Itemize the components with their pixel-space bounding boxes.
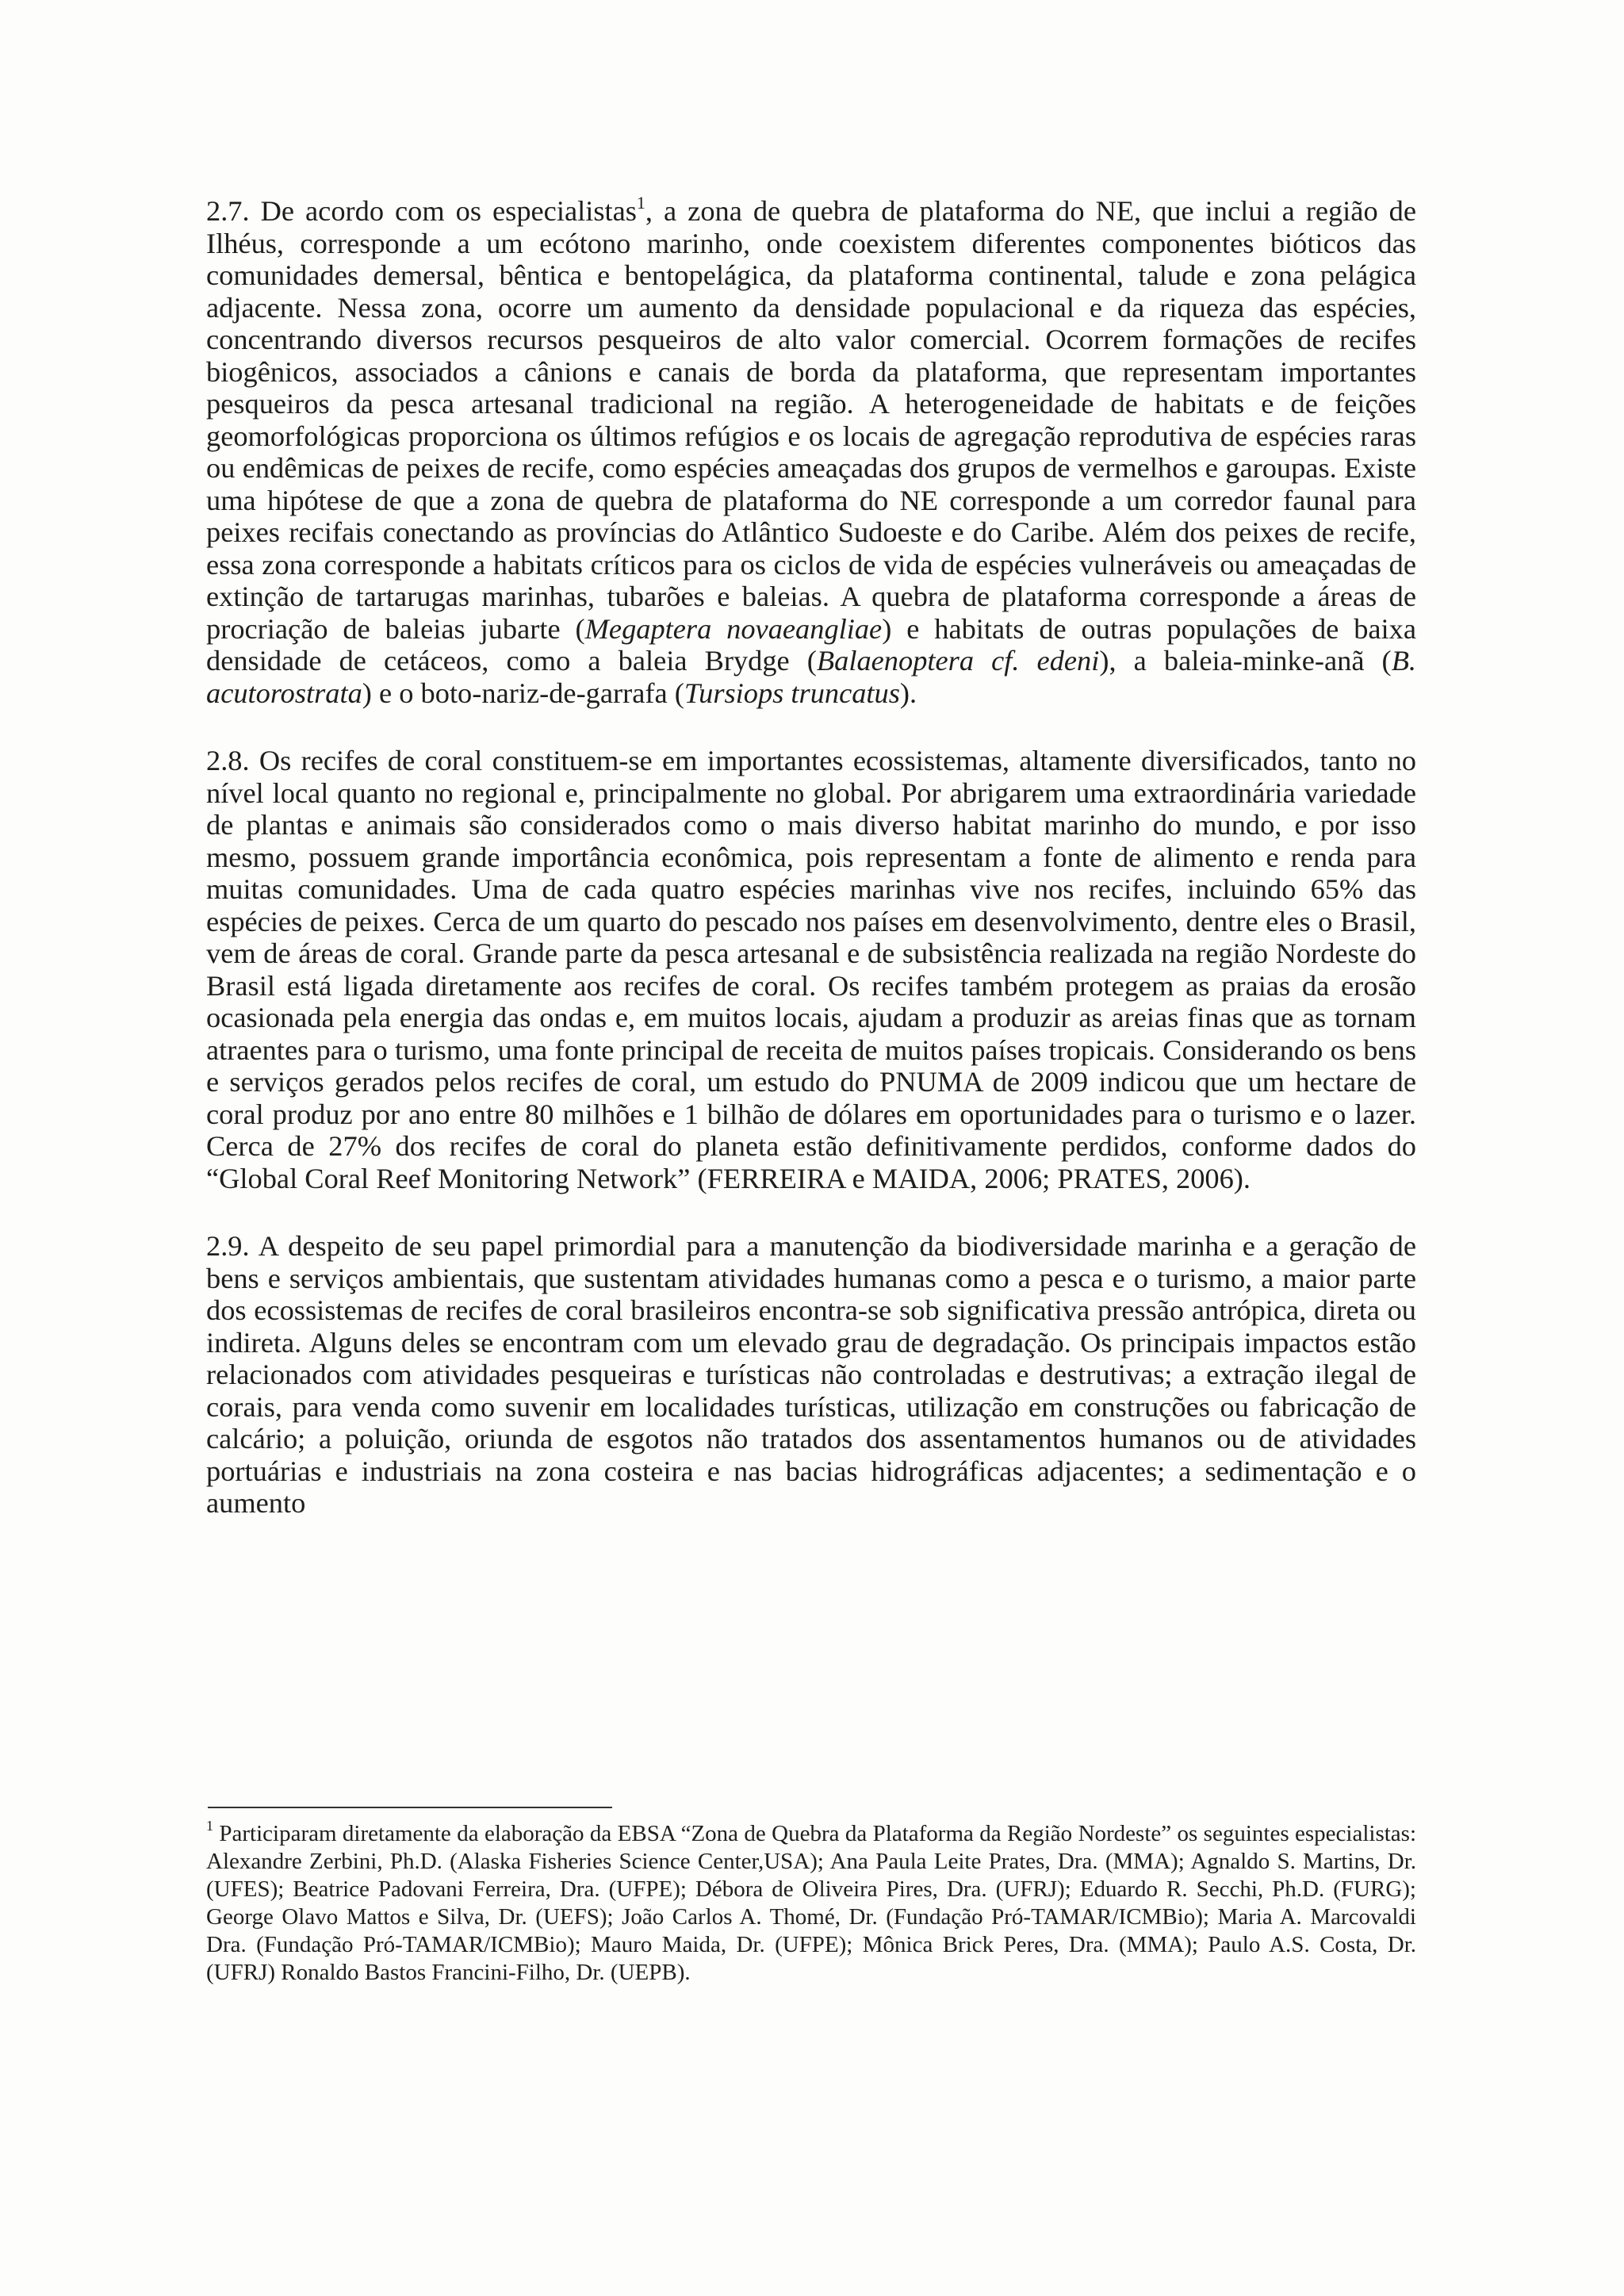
- footnote: [206, 1820, 1416, 1987]
- paragraph-2-7-text-d: ) e o boto-nariz-de-garrafa (: [362, 677, 684, 709]
- footnote-marker: 1: [206, 1818, 213, 1834]
- species-name-megaptera: Megaptera novaeangliae: [584, 612, 883, 645]
- footnote-text: Participaram diretamente da elaboração da EBSA “Zona de Quebra da Plataforma da Região Nordeste” os seguintes especialistas: Alexandre Zerbini, Ph.D. (Alaska Fisheries Science Center,USA); Ana Paula Leite Prates, Dra. (MMA); Agnaldo S. Martins, Dr. (UFES); Beatrice Padovani Ferreira, Dra. (UFPE); Débora de Oliveira Pires, Dra. (UFRJ); Eduardo R. Secchi, Ph.D. (FURG); George Olavo Mattos e Silva, Dr. (UEFS); João Carlos A. Thomé, Dr. (Fundação Pró-TAMAR/ICMBio); Maria A. Marcovaldi Dra. (Fundação Pró-TAMAR/ICMBio); Mauro Maida, Dr. (UFPE); Mônica Brick Peres, Dra. (MMA); Paulo A.S. Costa, Dr. (UFRJ) Ronaldo Bastos Francini-Filho, Dr. (UEPB).: [206, 1821, 1416, 1985]
- paragraph-2-7-text-e: ).: [899, 677, 917, 709]
- species-name-balaenoptera: Balaenoptera cf. edeni: [816, 645, 1100, 677]
- footnote-divider: [208, 1807, 612, 1808]
- paragraph-2-7-lead: 2.7. De acordo com os especialistas: [206, 195, 637, 227]
- paragraph-2-7-text-a: , a zona de quebra de plataforma do NE, que inclui a região de Ilhéus, corresponde a um ecótono marinho, onde coexistem diferentes componentes bióticos das comunidades demersal, bêntica e bentopelágica, da plataforma continental, talude e zona pelágica adjacente. Nessa zona, ocorre um aumento da densidade populacional e da riqueza das espécies, concentrando diversos recursos pesqueiros de alto valor comercial. Ocorrem formações de recifes biogênicos, associados a cânions e canais de borda da plataforma, que representam importantes pesqueiros da pesca artesanal tradicional na região. A heterogeneidade de habitats e de feições geomorfológicas proporciona os últimos refúgios e os locais de agregação reprodutiva de espécies raras ou endêmicas de peixes de recife, como espécies ameaçadas dos grupos de vermelhos e garoupas. Existe uma hipótese de que a zona de quebra de plataforma do NE corresponde a um corredor faunal para peixes recifais conectando as províncias do Atlântico Sudoeste e do Caribe. Além dos peixes de recife, essa zona corresponde a habitats críticos para os ciclos de vida de espécies vulneráveis ou ameaçadas de extinção de tartarugas marinhas, tubarões e baleias. A quebra de plataforma corresponde a áreas de procriação de baleias jubarte (: [206, 195, 1416, 645]
- paragraph-2-7-text-b: ) e habitats de outras populações de baixa densidade de cetáceos, como a baleia Brydge (: [206, 612, 1416, 677]
- species-name-acutorostrata: B. acutorostrata: [206, 645, 1417, 709]
- paragraph-2-7: [206, 192, 1417, 709]
- footnote-reference: 1: [636, 192, 645, 213]
- species-name-tursiops: Tursiops truncatus: [684, 677, 900, 709]
- paragraph-2-7-text-c: ), a baleia-minke-anã (: [1099, 645, 1392, 677]
- paragraph-2-8: 2.8. Os recifes de coral constituem-se em importantes ecossistemas, altamente diversificados, tanto no nível local quanto no regional e, principalmente no global. Por abrigarem uma extraordinária variedade de plantas e animais são considerados como o mais diverso habitat marinho do mundo, e por isso mesmo, possuem grande importância econômica, pois representam a fonte de alimento e renda para muitas comunidades. Uma de cada quatro espécies marinhas vive nos recifes, incluindo 65% das espécies de peixes. Cerca de um quarto do pescado nos países em desenvolvimento, dentre eles o Brasil, vem de áreas de coral. Grande parte da pesca artesanal e de subsistência realizada na região Nordeste do Brasil está ligada diretamente aos recifes de coral. Os recifes também protegem as praias da erosão ocasionada pela energia das ondas e, em muitos locais, ajudam a produzir as areias finas que as tornam atraentes para o turismo, uma fonte principal de receita de muitos países tropicais. Considerando os bens e serviços gerados pelos recifes de coral, um estudo do PNUMA de 2009 indicou que um hectare de coral produz por ano entre 80 milhões e 1 bilhão de dólares em oportunidades para o turismo e o lazer. Cerca de 27% dos recifes de coral do planeta estão definitivamente perdidos, conforme dados do “Global Coral Reef Monitoring Network” (FERREIRA e MAIDA, 2006; PRATES, 2006).: [206, 745, 1416, 1194]
- paragraph-2-9: 2.9. A despeito de seu papel primordial para a manutenção da biodiversidade marinha e a geração de bens e serviços ambientais, que sustentam atividades humanas como a pesca e o turismo, a maior parte dos ecossistemas de recifes de coral brasileiros encontra-se sob significativa pressão antrópica, direta ou indireta. Alguns deles se encontram com um elevado grau de degradação. Os principais impactos estão relacionados com atividades pesqueiras e turísticas não controladas e destrutivas; a extração ilegal de corais, para venda como suvenir em localidades turísticas, utilização em construções ou fabricação de calcário; a poluição, oriunda de esgotos não tratados dos assentamentos humanos ou de atividades portuárias e industriais na zona costeira e nas bacias hidrográficas adjacentes; a sedimentação e o aumento: [206, 1230, 1416, 1519]
- document-body: [206, 192, 1417, 1555]
